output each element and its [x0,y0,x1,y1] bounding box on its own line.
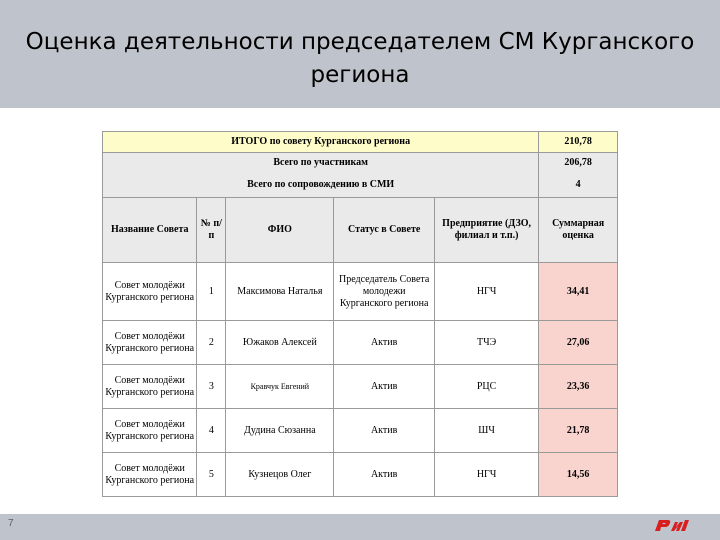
cell-status: Председатель Совета молодежи Курганского региона [334,263,434,321]
header-status: Статус в Совете [334,198,434,263]
rzd-logo [652,515,692,540]
cell-enterprise: РЦС [434,365,538,409]
cell-enterprise: НГЧ [434,263,538,321]
cell-status: Актив [334,321,434,365]
table-row [103,365,618,409]
participants-value: 206,78 [539,153,618,174]
cell-status: Актив [334,365,434,409]
cell-council: Совет молодёжи Курганского региона [103,409,197,453]
cell-score: 23,36 [539,365,618,409]
table-row [103,453,618,497]
header-score: Суммарная оценка [539,198,618,263]
total-label: ИТОГО по совету Курганского региона [103,132,539,153]
participants-row [103,153,618,174]
table-row [103,409,618,453]
media-row [103,173,618,198]
media-label: Всего по сопровождению в СМИ [103,173,539,198]
header-council: Название Совета [103,198,197,263]
cell-score: 34,41 [539,263,618,321]
ranking-table [102,131,618,497]
cell-enterprise: ШЧ [434,409,538,453]
slide-number: 7 [8,518,14,529]
total-value: 210,78 [539,132,618,153]
footer-bar [0,514,720,540]
cell-name: Дудина Сюзанна [226,409,334,453]
cell-status: Актив [334,453,434,497]
cell-council: Совет молодёжи Курганского региона [103,321,197,365]
cell-status: Актив [334,409,434,453]
cell-num: 5 [197,453,226,497]
column-header-row [103,198,618,263]
cell-name: Кравчук Евгений [226,365,334,409]
header-enterprise: Предприятие (ДЗО, филиал и т.п.) [434,198,538,263]
table-row [103,263,618,321]
header-num: № п/п [197,198,226,263]
cell-council: Совет молодёжи Курганского региона [103,365,197,409]
cell-council: Совет молодёжи Курганского региона [103,453,197,497]
participants-label: Всего по участникам [103,153,539,174]
slide-title: Оценка деятельности председателем СМ Курганского региона [25,29,695,88]
cell-score: 14,56 [539,453,618,497]
cell-enterprise: НГЧ [434,453,538,497]
cell-enterprise: ТЧЭ [434,321,538,365]
cell-council: Совет молодёжи Курганского региона [103,263,197,321]
table-row [103,321,618,365]
cell-num: 2 [197,321,226,365]
cell-name: Максимова Наталья [226,263,334,321]
cell-score: 21,78 [539,409,618,453]
cell-score: 27,06 [539,321,618,365]
cell-num: 1 [197,263,226,321]
cell-num: 4 [197,409,226,453]
header-name: ФИО [226,198,334,263]
total-row [103,132,618,153]
cell-name: Южаков Алексей [226,321,334,365]
cell-name: Кузнецов Олег [226,453,334,497]
cell-num: 3 [197,365,226,409]
media-value: 4 [539,173,618,198]
